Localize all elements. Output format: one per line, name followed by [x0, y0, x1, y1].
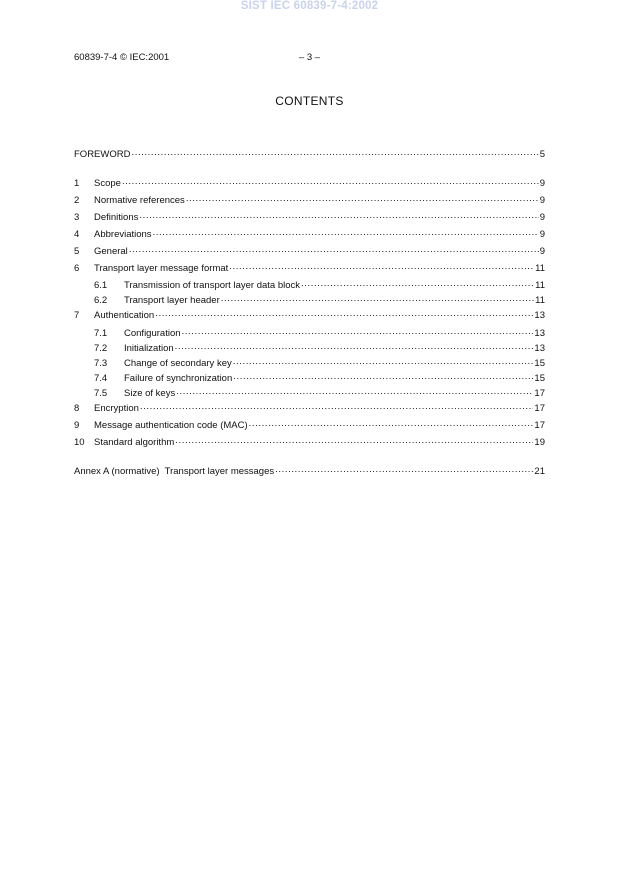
- toc-entry-page: 5: [539, 149, 545, 160]
- toc-subentry[interactable]: [94, 341, 545, 354]
- toc-entry[interactable]: [74, 210, 545, 223]
- toc-subentry[interactable]: [94, 293, 545, 306]
- toc-entry[interactable]: [74, 244, 545, 257]
- toc-entry-annex-a[interactable]: [74, 464, 545, 477]
- toc-entry-number: 7: [74, 310, 80, 321]
- toc-subentry[interactable]: [94, 356, 545, 369]
- toc-subentry[interactable]: [94, 386, 545, 399]
- toc-entry-page: 17: [534, 403, 545, 414]
- toc-entry-label: Change of secondary key: [124, 358, 232, 369]
- toc-entry-page: 13: [534, 310, 545, 321]
- toc-entry-page: 11: [535, 280, 545, 291]
- toc-entry-label: Configuration: [124, 328, 181, 339]
- dot-leader: [221, 293, 534, 303]
- toc-subentry[interactable]: [94, 278, 545, 291]
- toc-entry-page: 13: [534, 328, 545, 339]
- toc-entry-number: 5: [74, 246, 80, 257]
- toc-entry-page: 11: [535, 263, 545, 274]
- dot-leader: [229, 261, 534, 271]
- toc-entry-number: 7.3: [94, 358, 108, 369]
- dot-leader: [186, 193, 539, 203]
- toc-entry-label: Message authentication code (MAC): [94, 420, 248, 431]
- toc-entry-label: Definitions: [94, 212, 139, 223]
- page-title: CONTENTS: [275, 94, 344, 108]
- toc-entry[interactable]: [74, 176, 545, 189]
- toc-entry-number: 6.1: [94, 280, 108, 291]
- toc-entry[interactable]: [74, 401, 545, 414]
- toc-entry-page: 9: [539, 229, 545, 240]
- dot-leader: [233, 371, 533, 381]
- dot-leader: [182, 326, 534, 336]
- toc-entry-page: 19: [534, 437, 545, 448]
- toc-entry-number: 7.5: [94, 388, 108, 399]
- toc-entry-label: Initialization: [124, 343, 174, 354]
- toc-entry-page: 15: [534, 373, 545, 384]
- page-number: – 3 –: [298, 52, 321, 63]
- toc-entry-label: Size of keys: [124, 388, 176, 399]
- toc-entry-number: 7.2: [94, 343, 108, 354]
- dot-leader: [301, 278, 534, 288]
- toc-entry-number: 7.4: [94, 373, 108, 384]
- dot-leader: [176, 386, 533, 396]
- document-reference: 60839-7-4 © IEC:2001: [74, 52, 170, 63]
- toc-entry-label: Normative references: [94, 195, 185, 206]
- toc-entry-page: 9: [539, 212, 545, 223]
- dot-leader: [153, 227, 539, 237]
- toc-entry-number: 1: [74, 178, 80, 189]
- toc-entry[interactable]: [74, 227, 545, 240]
- toc-entry-number: 4: [74, 229, 80, 240]
- toc-entry-page: 15: [534, 358, 545, 369]
- toc-entry-page: 17: [534, 388, 545, 399]
- toc-entry-page: 9: [539, 178, 545, 189]
- toc-entry-label: Annex A (normative) Transport layer messages: [74, 466, 275, 477]
- toc-entry-label: Encryption: [94, 403, 139, 414]
- toc-entry-foreword[interactable]: [74, 147, 545, 160]
- dot-leader: [175, 341, 534, 351]
- toc-entry-number: 8: [74, 403, 80, 414]
- dot-leader: [175, 435, 533, 445]
- toc-entry-label: Abbreviations: [94, 229, 152, 240]
- toc-entry-page: 9: [539, 195, 545, 206]
- toc-entry-number: 9: [74, 420, 80, 431]
- toc-entry-page: 13: [534, 343, 545, 354]
- toc-entry-page: 17: [534, 420, 545, 431]
- dot-leader: [233, 356, 534, 366]
- dot-leader: [122, 176, 539, 186]
- toc-entry-label: Authentication: [94, 310, 155, 321]
- dot-leader: [275, 464, 533, 474]
- toc-entry-label: Transport layer message format: [94, 263, 229, 274]
- toc-entry-label: Transmission of transport layer data block: [124, 280, 301, 291]
- toc-entry-label: Failure of synchronization: [124, 373, 233, 384]
- dot-leader: [131, 147, 538, 157]
- dot-leader: [155, 308, 533, 318]
- toc-entry-page: 21: [534, 466, 545, 477]
- toc-entry-number: 6: [74, 263, 80, 274]
- dot-leader: [249, 418, 534, 428]
- toc-entry-label: FOREWORD: [74, 149, 131, 160]
- toc-entry-number: 3: [74, 212, 80, 223]
- toc-entry-label: Scope: [94, 178, 121, 189]
- toc-entry[interactable]: [74, 435, 545, 448]
- toc-entry[interactable]: [74, 261, 545, 274]
- watermark-text: SIST IEC 60839-7-4:2002: [240, 0, 379, 12]
- toc-entry-page: 11: [535, 295, 545, 306]
- toc-entry-number: 2: [74, 195, 80, 206]
- toc-subentry[interactable]: [94, 326, 545, 339]
- toc-entry-number: 7.1: [94, 328, 108, 339]
- toc-entry-label: Transport layer header: [124, 295, 220, 306]
- toc-entry-label: General: [94, 246, 128, 257]
- toc-subentry[interactable]: [94, 371, 545, 384]
- toc-entry-number: 10: [74, 437, 85, 448]
- toc-entry-label: Standard algorithm: [94, 437, 175, 448]
- toc-entry[interactable]: [74, 308, 545, 321]
- toc-entry[interactable]: [74, 418, 545, 431]
- dot-leader: [129, 244, 539, 254]
- toc-entry-page: 9: [539, 246, 545, 257]
- dot-leader: [140, 401, 534, 411]
- toc-entry[interactable]: [74, 193, 545, 206]
- dot-leader: [139, 210, 538, 220]
- toc-entry-number: 6.2: [94, 295, 108, 306]
